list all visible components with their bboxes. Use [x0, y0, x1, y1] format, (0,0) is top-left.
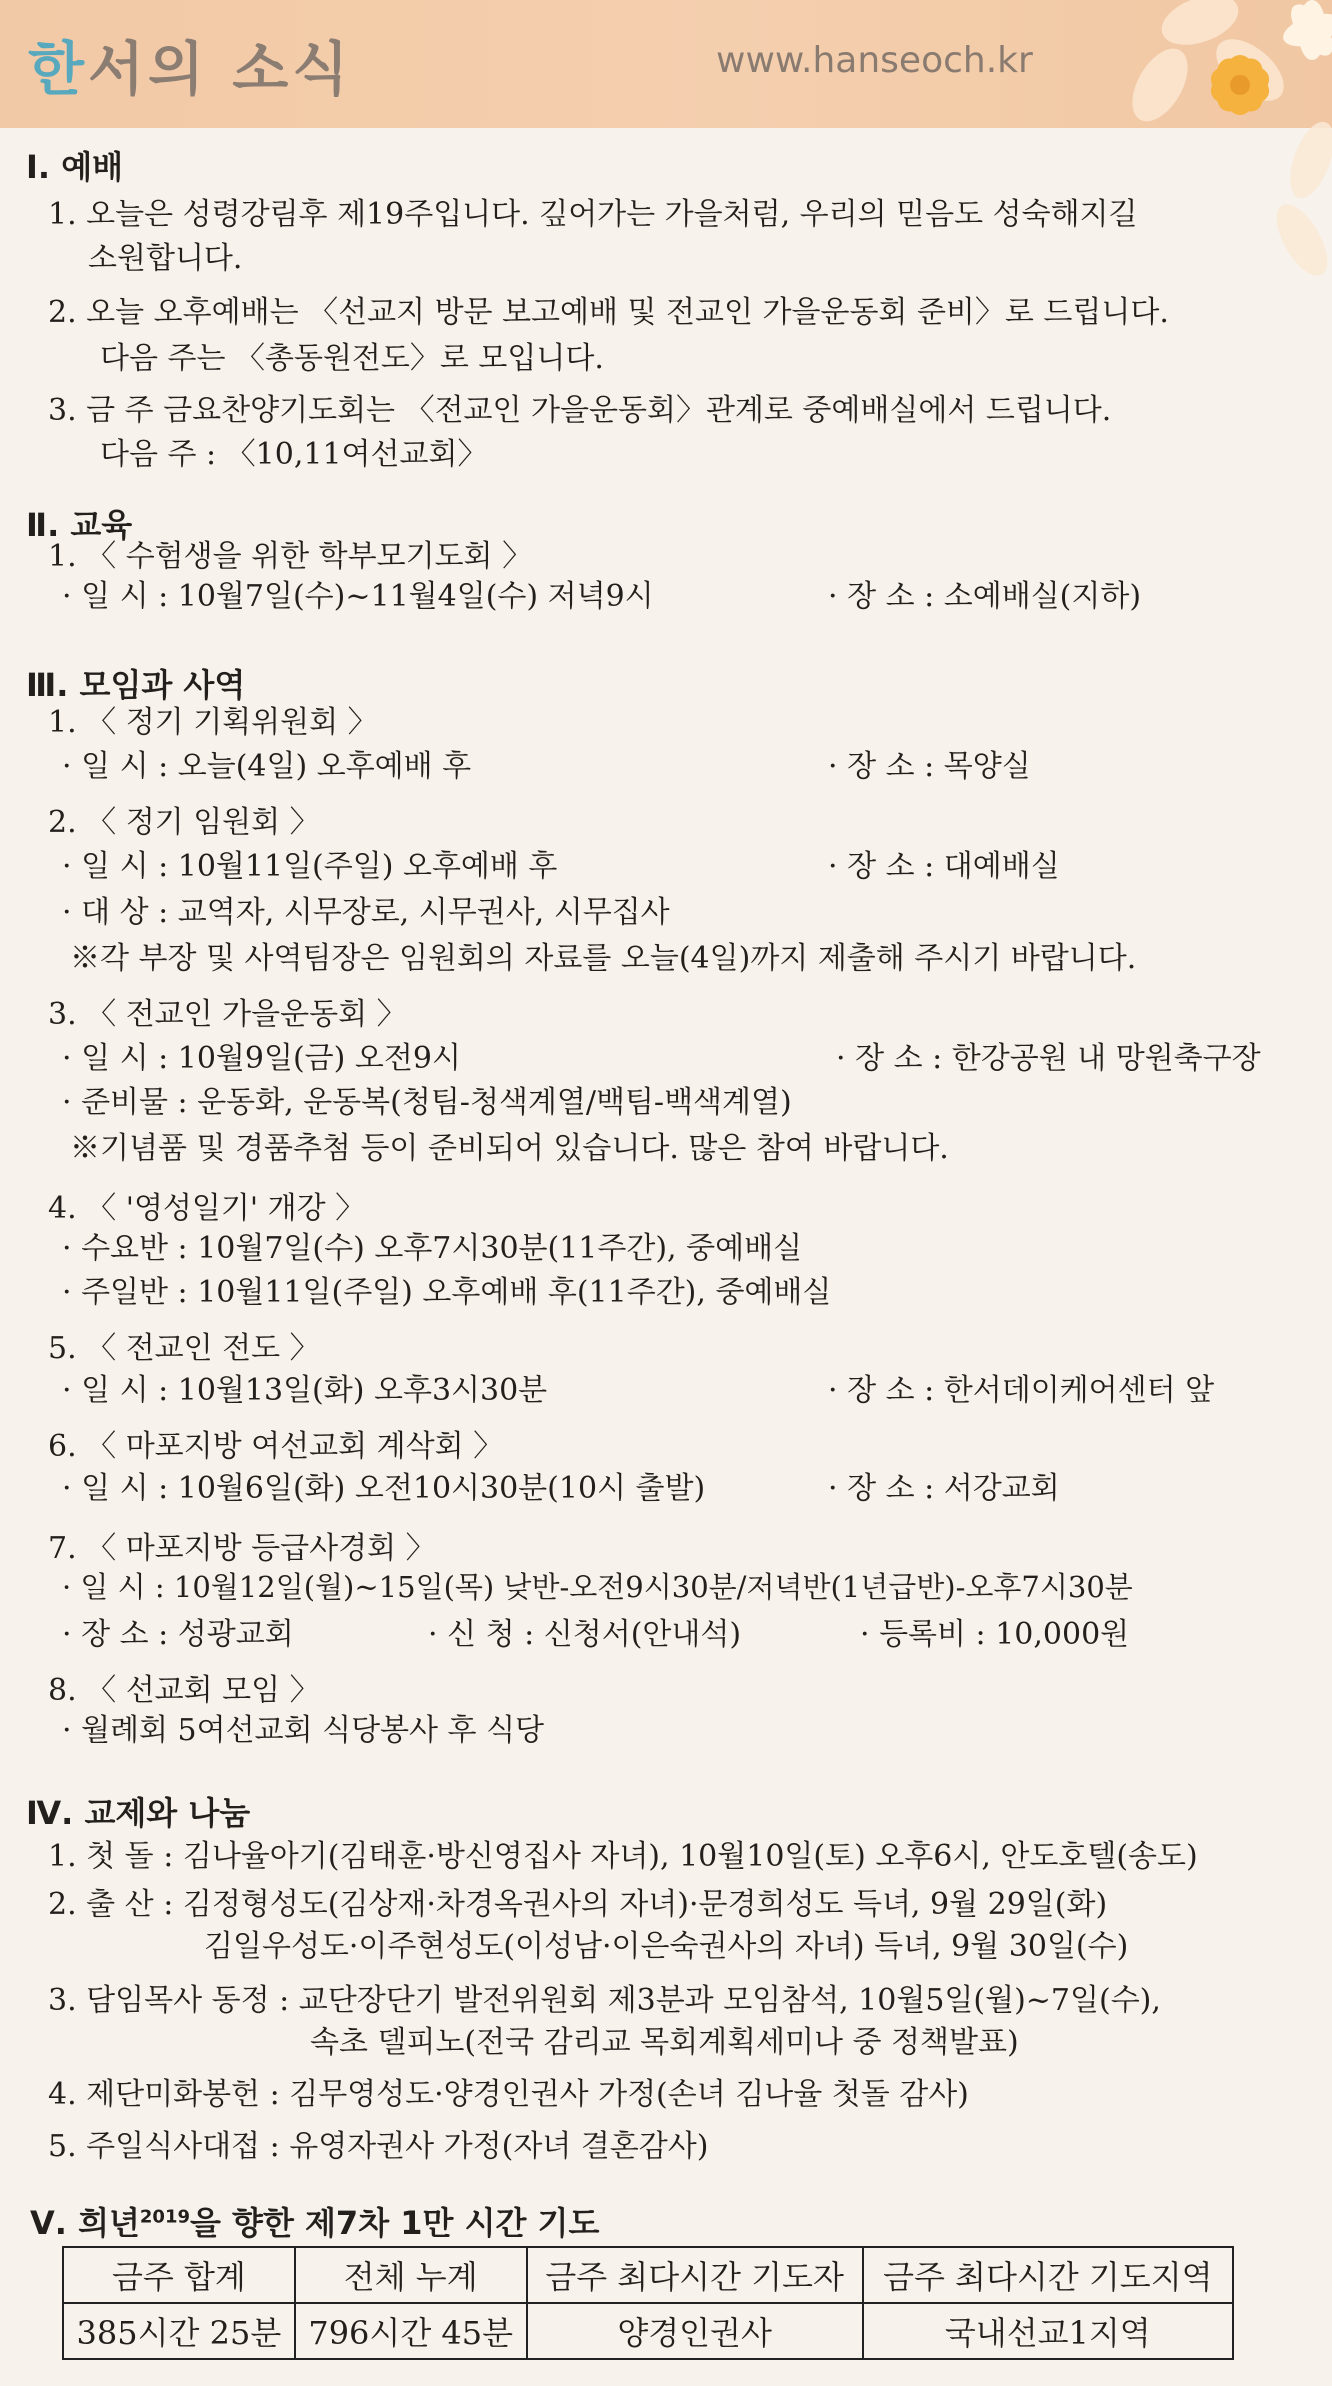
section-meetings-heading: Ⅲ. 모임과 사역	[26, 666, 246, 704]
title-accent: 한	[28, 35, 89, 103]
fellowship-item-2-cont: 김일우성도·이주현성도(이성남·이은숙권사의 자녀) 득녀, 9월 30일(수)	[204, 1929, 1129, 1964]
meeting-7-fee: · 등록비 : 10,000원	[860, 1617, 1130, 1652]
meeting-1-title: 1. 〈 정기 기획위원회 〉	[48, 705, 378, 740]
meeting-4-sunday: · 주일반 : 10월11일(주일) 오후예배 후(11주간), 중예배실	[62, 1275, 832, 1310]
section-prayer-heading	[30, 2198, 599, 2244]
worship-item-2-cont: 다음 주는 〈총동원전도〉로 모입니다.	[100, 341, 604, 376]
fellowship-item-3-cont: 속초 델피노(전국 감리교 목회계획세미나 중 정책발표)	[310, 2025, 1019, 2060]
worship-item-1: 1. 오늘은 성령강림후 제19주입니다. 깊어가는 가을처럼, 우리의 믿음도 성숙해지길	[48, 197, 1138, 232]
meeting-3-title: 3. 〈 전교인 가을운동회 〉	[48, 997, 407, 1032]
meeting-6-time: · 일 시 : 10월6일(화) 오전10시30분(10시 출발)	[62, 1471, 706, 1506]
meeting-2-target: · 대 상 : 교역자, 시무장로, 시무권사, 시무집사	[62, 895, 670, 930]
worship-item-2: 2. 오늘 오후예배는 〈선교지 방문 보고예배 및 전교인 가을운동회 준비〉로 드립니다.	[48, 295, 1169, 330]
worship-item-1-cont: 소원합니다.	[88, 241, 243, 276]
prayer-heading-pre: Ⅴ. 희년	[30, 2204, 140, 2242]
prayer-heading-year: 2019	[139, 2206, 190, 2228]
table-header-cell: 금주 최다시간 기도지역	[863, 2247, 1233, 2303]
meeting-1-place: · 장 소 : 목양실	[828, 749, 1031, 784]
meeting-4-wednesday: · 수요반 : 10월7일(수) 오후7시30분(11주간), 중예배실	[62, 1231, 803, 1266]
fellowship-item-1: 1. 첫 돌 : 김나율아기(김태훈·방신영집사 자녀), 10월10일(토) 오후6시, 안도호텔(송도)	[48, 1839, 1198, 1874]
title-rest: 서의 소식	[88, 35, 353, 103]
section-education-heading: Ⅱ. 교육	[26, 506, 133, 544]
meeting-3-prep: · 준비물 : 운동화, 운동복(청팀-청색계열/백팀-백색계열)	[62, 1085, 792, 1120]
flower-side-decoration-icon	[1232, 120, 1332, 300]
meeting-3-place: · 장 소 : 한강공원 내 망원축구장	[836, 1041, 1261, 1076]
meeting-4-title: 4. 〈 '영성일기' 개강 〉	[48, 1191, 366, 1226]
church-url: www.hanseoch.kr	[716, 40, 1033, 81]
meeting-2-place: · 장 소 : 대예배실	[828, 849, 1060, 884]
table-cell: 양경인권사	[527, 2303, 863, 2359]
worship-item-3: 3. 금 주 금요찬양기도회는 〈전교인 가을운동회〉관계로 중예배실에서 드립니다.	[48, 393, 1112, 428]
table-header-cell: 금주 최다시간 기도자	[527, 2247, 863, 2303]
fellowship-item-2: 2. 출 산 : 김정형성도(김상재·차경옥권사의 자녀)·문경희성도 득녀, 9월 29일(화)	[48, 1887, 1108, 1922]
page-title	[28, 22, 352, 106]
meeting-7-apply: · 신 청 : 신청서(안내석)	[428, 1617, 742, 1652]
table-cell: 국내선교1지역	[863, 2303, 1233, 2359]
table-row	[63, 2303, 1233, 2359]
table-header-cell: 전체 누계	[295, 2247, 527, 2303]
table-cell: 796시간 45분	[295, 2303, 527, 2359]
meeting-8-title: 8. 〈 선교회 모임 〉	[48, 1673, 320, 1708]
meeting-2-note: ※각 부장 및 사역팀장은 임원회의 자료를 오늘(4일)까지 제출해 주시기 바랍니다.	[70, 941, 1137, 976]
fellowship-item-3: 3. 담임목사 동정 : 교단장단기 발전위원회 제3분과 모임참석, 10월5일(월)~7일(수),	[48, 1983, 1161, 2018]
fellowship-item-5: 5. 주일식사대접 : 유영자권사 가정(자녀 결혼감사)	[48, 2129, 709, 2164]
meeting-3-time: · 일 시 : 10월9일(금) 오전9시	[62, 1041, 461, 1076]
section-fellowship-heading: Ⅳ. 교제와 나눔	[26, 1794, 251, 1832]
worship-item-3-cont: 다음 주 : 〈10,11여선교회〉	[100, 437, 488, 472]
table-header-cell: 금주 합계	[63, 2247, 295, 2303]
meeting-2-title: 2. 〈 정기 임원회 〉	[48, 805, 320, 840]
meeting-7-title: 7. 〈 마포지방 등급사경회 〉	[48, 1531, 436, 1566]
table-header-row	[63, 2247, 1233, 2303]
education-item-1: 1. 〈 수험생을 위한 학부모기도회 〉	[48, 539, 533, 574]
meeting-1-time: · 일 시 : 오늘(4일) 오후예배 후	[62, 749, 472, 784]
section-worship-heading: Ⅰ. 예배	[26, 148, 124, 186]
meeting-8-detail: · 월례회 5여선교회 식당봉사 후 식당	[62, 1713, 545, 1748]
meeting-6-place: · 장 소 : 서강교회	[828, 1471, 1060, 1506]
meeting-5-title: 5. 〈 전교인 전도 〉	[48, 1331, 320, 1366]
meeting-7-place: · 장 소 : 성광교회	[62, 1617, 294, 1652]
meeting-2-time: · 일 시 : 10월11일(주일) 오후예배 후	[62, 849, 558, 884]
meeting-7-time: · 일 시 : 10월12일(월)~15일(목) 낮반-오전9시30분/저녁반(1년급반)-오후7시30분	[62, 1570, 1133, 1604]
header-banner	[0, 0, 1332, 128]
education-item-1-place: · 장 소 : 소예배실(지하)	[828, 579, 1142, 614]
prayer-summary-table	[62, 2246, 1234, 2360]
prayer-heading-post: 을 향한 제7차 1만 시간 기도	[190, 2204, 600, 2242]
meeting-6-title: 6. 〈 마포지방 여선교회 계삭회 〉	[48, 1429, 504, 1464]
flower-decoration-icon	[1050, 0, 1332, 128]
meeting-3-note: ※기념품 및 경품추첨 등이 준비되어 있습니다. 많은 참여 바랍니다.	[70, 1131, 949, 1166]
meeting-5-time: · 일 시 : 10월13일(화) 오후3시30분	[62, 1373, 548, 1408]
meeting-5-place: · 장 소 : 한서데이케어센터 앞	[828, 1373, 1215, 1408]
fellowship-item-4: 4. 제단미화봉헌 : 김무영성도·양경인권사 가정(손녀 김나율 첫돌 감사)	[48, 2077, 969, 2112]
education-item-1-time: · 일 시 : 10월7일(수)~11월4일(수) 저녁9시	[62, 579, 654, 614]
table-cell: 385시간 25분	[63, 2303, 295, 2359]
